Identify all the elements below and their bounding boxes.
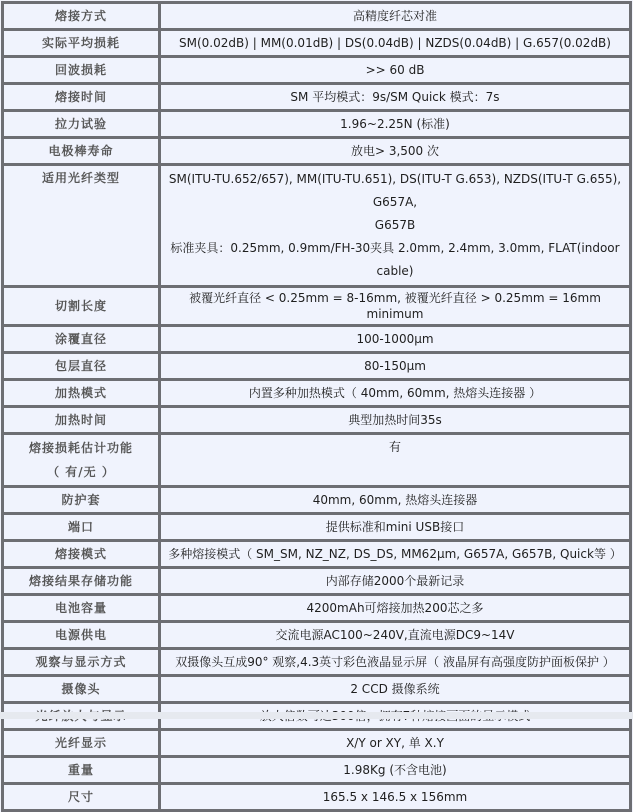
- table-row: [3, 730, 631, 757]
- row-value: >> 60 dB: [160, 57, 631, 84]
- table-row: [3, 541, 631, 568]
- row-label: 切割长度: [3, 287, 160, 326]
- row-value: 2 CCD 摄像系统: [160, 676, 631, 703]
- table-row: [3, 649, 631, 676]
- row-value: 1.98Kg (不含电池): [160, 757, 631, 784]
- row-label: 熔接时间: [3, 84, 160, 111]
- table-row: [3, 326, 631, 353]
- row-value: SM(0.02dB) | MM(0.01dB) | DS(0.04dB) | NZDS(0.04dB) | G.657(0.02dB): [160, 30, 631, 57]
- table-row: [3, 138, 631, 165]
- row-value: 1.96~2.25N (标准): [160, 111, 631, 138]
- row-label: 加热模式: [3, 380, 160, 407]
- page-bottom-strip: [0, 712, 633, 719]
- row-label: 观察与显示方式: [3, 649, 160, 676]
- row-label: 适用光纤类型: [3, 165, 160, 287]
- table-row: [3, 514, 631, 541]
- row-label: [3, 434, 160, 487]
- table-row: [3, 380, 631, 407]
- row-value: SM 平均模式：9s/SM Quick 模式：7s: [160, 84, 631, 111]
- table-row: [3, 111, 631, 138]
- row-label: 回波损耗: [3, 57, 160, 84]
- row-value: 提供标准和mini USB接口: [160, 514, 631, 541]
- row-value: 有: [160, 434, 631, 487]
- row-label: 实际平均损耗: [3, 30, 160, 57]
- row-value: [160, 165, 631, 287]
- row-label: 尺寸: [3, 784, 160, 811]
- value-line: 标准夹具：0.25mm, 0.9mm/FH-30夹具 2.0mm, 2.4mm, 3.0mm, FLAT(indoor cable): [170, 241, 620, 278]
- row-value: 40mm, 60mm, 热熔头连接器: [160, 487, 631, 514]
- row-value: 放电> 3,500 次: [160, 138, 631, 165]
- row-label: 光纤显示: [3, 730, 160, 757]
- row-label: 电极棒寿命: [3, 138, 160, 165]
- table-row: [3, 595, 631, 622]
- table-row: [3, 57, 631, 84]
- row-value: 100-1000μm: [160, 326, 631, 353]
- row-value: 典型加热时间35s: [160, 407, 631, 434]
- row-value: 被覆光纤直径 < 0.25mm = 8-16mm, 被覆光纤直径 > 0.25mm = 16mm minimum: [160, 287, 631, 326]
- row-label: 防护套: [3, 487, 160, 514]
- label-line: 熔接损耗估计功能: [28, 441, 133, 455]
- table-row: [3, 165, 631, 287]
- table-row: [3, 622, 631, 649]
- spec-table: [1, 1, 632, 812]
- row-value: 多种熔接模式（ SM_SM, NZ_NZ, DS_DS, MM62μm, G657A, G657B, Quick等 ）: [160, 541, 631, 568]
- row-label: 熔接模式: [3, 541, 160, 568]
- table-row: [3, 353, 631, 380]
- table-row: [3, 3, 631, 30]
- row-value: 高精度纤芯对准: [160, 3, 631, 30]
- row-label: 电源供电: [3, 622, 160, 649]
- table-row: [3, 84, 631, 111]
- row-value: 165.5 x 146.5 x 156mm: [160, 784, 631, 811]
- row-label: 熔接结果存储功能: [3, 568, 160, 595]
- row-value: 双摄像头互成90° 观察,4.3英寸彩色液晶显示屏（ 液晶屏有高强度防护面板保护 ）: [160, 649, 631, 676]
- row-label: 重量: [3, 757, 160, 784]
- row-value: 4200mAh可熔接加热200芯之多: [160, 595, 631, 622]
- row-value: 内部存储2000个最新记录: [160, 568, 631, 595]
- row-label: 熔接方式: [3, 3, 160, 30]
- value-line: SM(ITU-TU.652/657), MM(ITU-TU.651), DS(ITU-T G.653), NZDS(ITU-T G.655), G657A,: [168, 172, 622, 209]
- table-row: [3, 434, 631, 487]
- row-label: 加热时间: [3, 407, 160, 434]
- row-label: 涂覆直径: [3, 326, 160, 353]
- row-value: 80-150μm: [160, 353, 631, 380]
- row-value: 交流电源AC100~240V,直流电源DC9~14V: [160, 622, 631, 649]
- row-label: 包层直径: [3, 353, 160, 380]
- row-label: 摄像头: [3, 676, 160, 703]
- table-row: [3, 287, 631, 326]
- table-row: [3, 487, 631, 514]
- table-row: [3, 784, 631, 811]
- value-line: G657B: [374, 218, 416, 232]
- table-row: [3, 30, 631, 57]
- row-label: 电池容量: [3, 595, 160, 622]
- table-row: [3, 568, 631, 595]
- table-row: [3, 757, 631, 784]
- row-label: 拉力试验: [3, 111, 160, 138]
- table-row: [3, 676, 631, 703]
- row-value: X/Y or XY, 单 X.Y: [160, 730, 631, 757]
- label-line: （ 有/无 ）: [47, 465, 115, 479]
- row-value: 内置多种加热模式（ 40mm, 60mm, 热熔头连接器 ）: [160, 380, 631, 407]
- table-row: [3, 407, 631, 434]
- row-label: 端口: [3, 514, 160, 541]
